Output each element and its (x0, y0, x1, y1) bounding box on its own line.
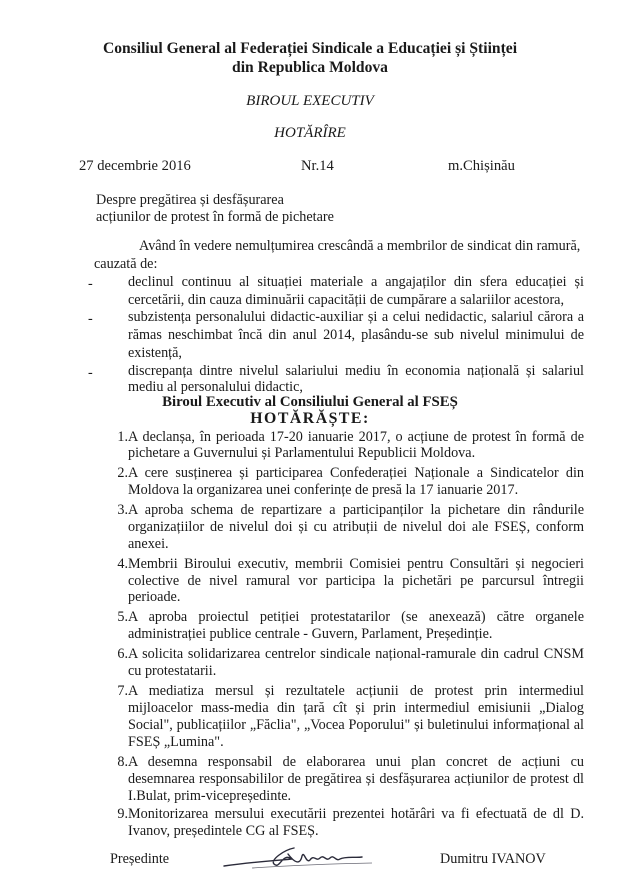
decision-1-line1: A declanșa, în perioada 17-20 ianuarie 2017, o acțiune de protest în formă de (128, 429, 584, 445)
decision-verb: HOTĂRĂȘTE: (250, 410, 370, 427)
subject-line2: acțiunilor de protest în formă de pichetare (96, 209, 334, 225)
decision-8-line2: desemnarea responsabililor de pregătirea și desfășurarea acțiunilor de protest dl (128, 771, 584, 787)
decision-number: 8. (117, 754, 128, 770)
bullet-marker: - (88, 365, 93, 381)
decision-8-line1: A desemna responsabil de elaborarea unui plan concret de acțiuni cu (128, 754, 584, 770)
decision-number: 3. (117, 502, 128, 518)
decision-3-line1: A aproba schema de repartizare a participanților la pichetare din rândurile (128, 502, 584, 518)
decision-7-line4: FSEȘ „Lumina". (128, 734, 224, 750)
bullet-marker: - (88, 311, 93, 327)
bullet-1-line1: declinul continuu al situației materiale a angajaților din sfera educației și (128, 274, 584, 290)
decision-number: 9. (117, 806, 128, 822)
decision-3-line2: organizațiilor de nivelul doi și cu atribuții de nivelul doi ale FSEȘ, conform (128, 519, 584, 535)
decision-7-line2: mijloacelor mass-media din țară cît și prin intermediul emisiunii „Dialog (128, 700, 584, 716)
decision-6-line1: A solicita solidarizarea centrelor sindicale național-ramurale din cadrul CNSM (128, 646, 584, 662)
bullet-2-line3: existență, (128, 345, 182, 361)
decision-6-line2: cu protestatarii. (128, 663, 217, 679)
document-type: HOTĂRÎRE (274, 125, 346, 141)
decision-number: 6. (117, 646, 128, 662)
bullet-3-line1: discrepanța dintre nivelul salariului mediu în economia națională și salariul (128, 363, 584, 379)
organization-name-line1: Consiliul General al Federației Sindicale a Educației și Științei (102, 40, 518, 57)
bullet-3-line2: mediu al personalului didactic, (128, 379, 303, 395)
bullet-marker: - (88, 276, 93, 292)
decision-7-line1: A mediatiza mersul și rezultatele acțiunii de protest prin intermediul (128, 683, 584, 699)
signature-role: Președinte (110, 851, 170, 867)
bullet-1-line2: cercetării, din cauza diminuării capacității de cumpărare a salariilor acestora, (128, 292, 565, 308)
decision-number: 5. (117, 609, 128, 625)
decision-4-line2: colective de nivel ramural vor participa la pichetări pe parcursul întregii (128, 573, 584, 589)
decision-2-line1: A cere susținerea și participarea Confederației Naționale a Sindicatelor din (128, 465, 584, 481)
intro-line1: Având în vedere nemulțumirea crescândă a membrilor de sindicat din ramură, (139, 238, 581, 254)
decision-5-line1: A aproba proiectul petiției protestatarilor (se anexează) către organele (128, 609, 584, 625)
document-date: 27 decembrie 2016 (79, 158, 191, 174)
decision-number: 2. (117, 465, 128, 481)
decision-9-line1: Monitorizarea mersului executării prezentei hotărâri va fi efectuată de dl D. (128, 806, 584, 822)
office-title: BIROUL EXECUTIV (246, 93, 374, 109)
bullet-2-line2: rămas neschimbat încă din anul 2014, plasându-se sub nivelul minimului de (128, 327, 584, 343)
decision-2-line2: Moldova la organizarea unei conferințe de presă la 17 ianuarie 2017. (128, 482, 519, 498)
organization-name-line2: din Republica Moldova (232, 59, 388, 76)
decision-number: 1. (117, 429, 128, 445)
decision-number: 4. (117, 556, 128, 572)
decision-1-line2: pichetare a Guvernului și Parlamentului Republicii Moldova. (128, 445, 476, 461)
document-number: Nr.14 (301, 158, 334, 174)
bullet-2-line1: subzistența personalului didactic-auxiliar și a celui nedidactic, salariul cărora a (128, 309, 584, 325)
intro-line2: cauzată de: (94, 256, 158, 272)
subject-line1: Despre pregătirea și desfășurarea (96, 192, 284, 208)
decision-9-line2: Ivanov, președintele CG al FSEȘ. (128, 823, 319, 839)
decision-8-line3: I.Bulat, prim-vicepreședinte. (128, 788, 292, 804)
decision-7-line3: Social", publicațiilor „Făclia", „Vocea Poporului" și buletinului informațional al (128, 717, 584, 733)
decision-4-line1: Membrii Biroului executiv, membrii Comisiei pentru Consultări și negocieri (128, 556, 584, 572)
decision-5-line2: administrației publice centrale - Guvern, Parlament, Președinție. (128, 626, 493, 642)
document-place: m.Chișinău (448, 158, 515, 174)
decision-body: Biroul Executiv al Consiliului General al FSEȘ (162, 394, 458, 410)
decision-number: 7. (117, 683, 128, 699)
signature-name: Dumitru IVANOV (440, 851, 546, 867)
decision-3-line3: anexei. (128, 536, 169, 552)
decision-4-line3: perioade. (128, 589, 181, 605)
